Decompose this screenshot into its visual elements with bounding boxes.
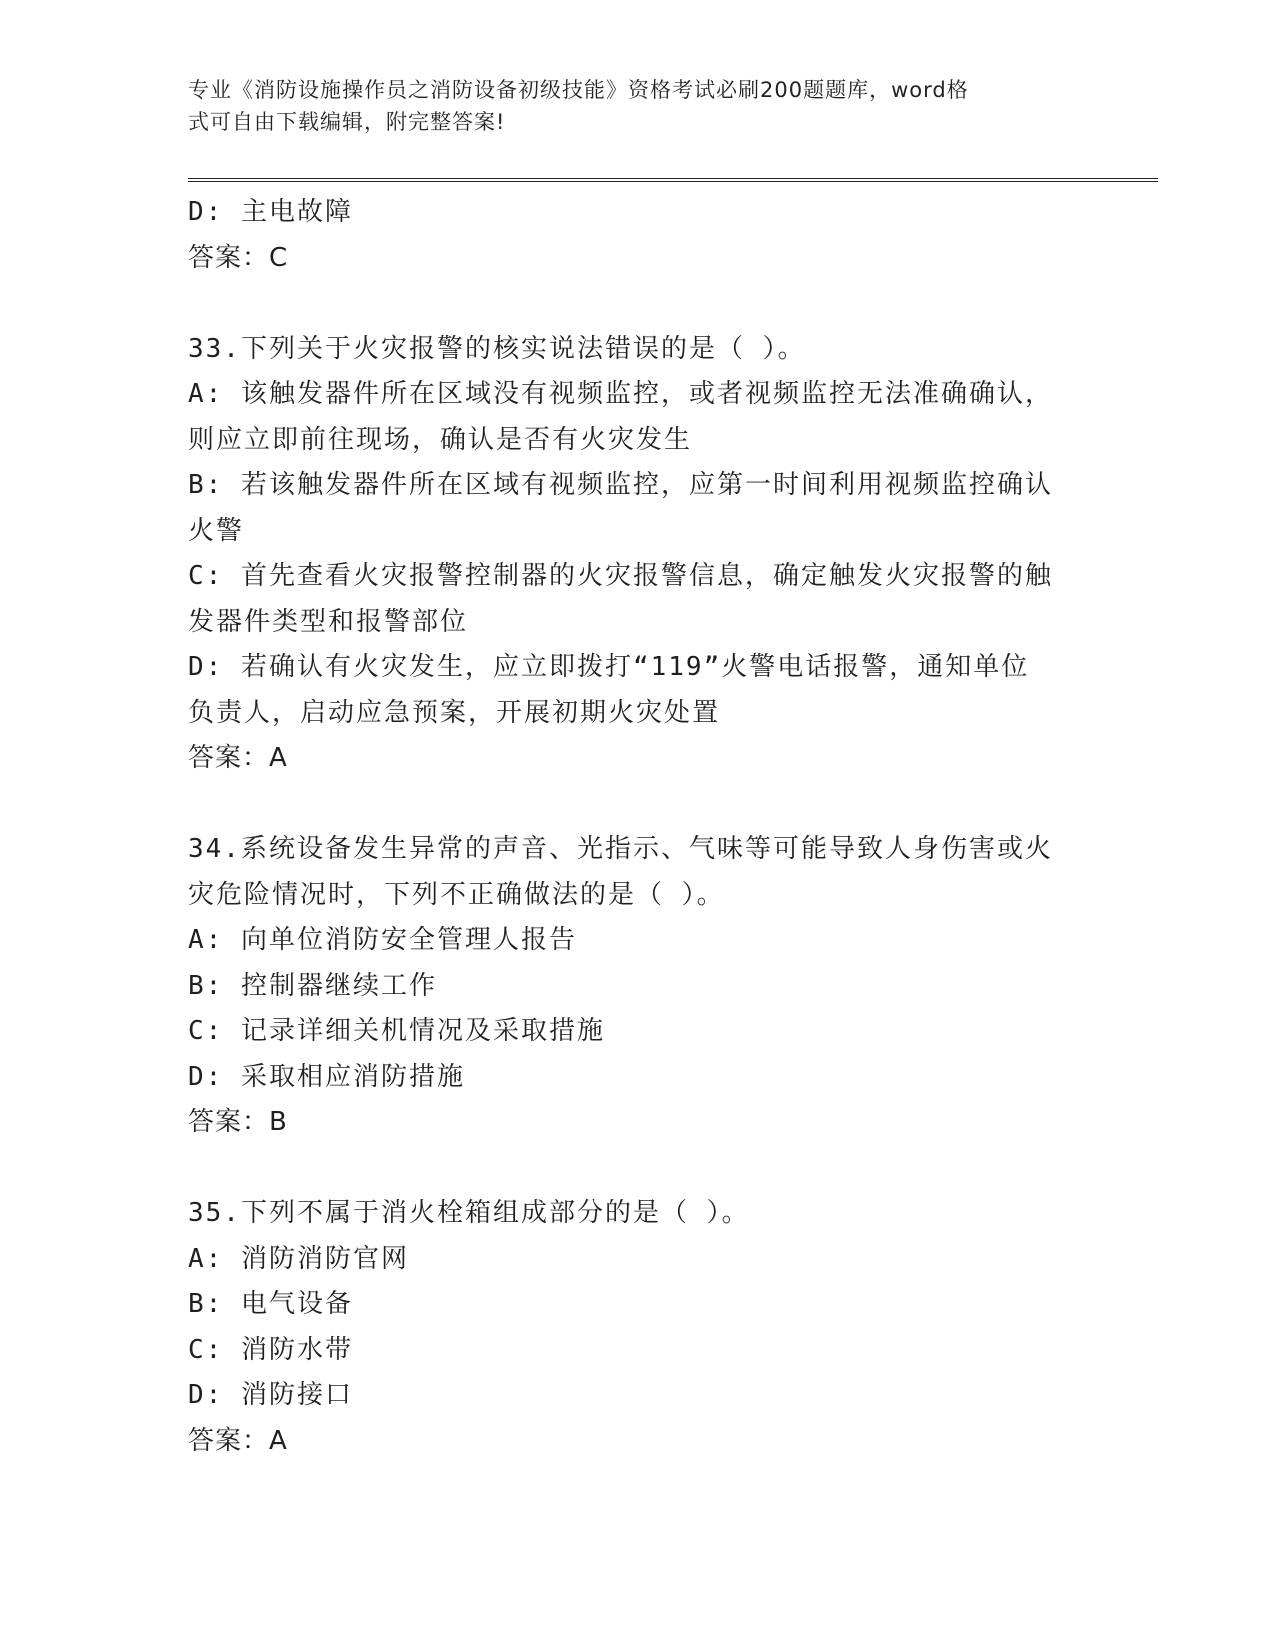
question-34 [188,827,1088,1146]
question-content [188,190,1088,1464]
option-a: A: 向单位消防安全管理人报告 [188,925,577,955]
header-divider [188,178,1158,182]
option-a-line-2: 则应立即前往现场，确认是否有火灾发生 [188,424,693,455]
header-line-1: 专业《消防设施操作员之消防设备初级技能》资格考试必刷200题题库，word格 [188,78,969,102]
option-d-line-2: 负责人，启动应急预案，开展初期火灾处置 [188,697,721,728]
question-35 [188,1191,1088,1464]
option-a-line-1: A: 该触发器件所在区域没有视频监控，或者视频监控无法准确确认， [188,379,1053,409]
answer: 答案：B [188,1107,288,1137]
question-stem-line-2: 灾危险情况时，下列不正确做法的是（ ）。 [188,879,725,910]
spacer [188,281,1088,327]
header-line-2: 式可自由下载编辑，附完整答案! [188,110,506,134]
option-b-line-1: B: 若该触发器件所在区域有视频监控，应第一时间利用视频监控确认 [188,470,1053,500]
question-stem: 35.下列不属于消火栓箱组成部分的是（ ）。 [188,1198,750,1228]
question-33 [188,327,1088,782]
option-a: A: 消防消防官网 [188,1243,409,1274]
prev-option-d: D: 主电故障 [188,197,353,227]
answer: 答案：A [188,1425,288,1456]
option-c: C: 消防水带 [188,1334,353,1365]
question-stem: 33.下列关于火灾报警的核实说法错误的是（ ）。 [188,333,806,364]
option-b: B: 电气设备 [188,1289,353,1319]
option-b-line-2: 火警 [188,515,245,546]
option-c-line-1: C: 首先查看火灾报警控制器的火灾报警信息，确定触发火灾报警的触 [188,561,1053,591]
option-b: B: 控制器继续工作 [188,970,437,1001]
spacer [188,1146,1088,1192]
question-stem-line-1: 34.系统设备发生异常的声音、光指示、气味等可能导致人身伤害或火 [188,834,1053,864]
option-d-line-1: D: 若确认有火灾发生，应立即拨打“119”火警电话报警，通知单位 [188,652,1030,682]
answer: 答案：A [188,743,288,773]
option-d: D: 采取相应消防措施 [188,1061,465,1092]
option-d: D: 消防接口 [188,1380,353,1410]
spacer [188,782,1088,828]
option-c-line-2: 发器件类型和报警部位 [188,606,469,637]
prev-answer: 答案：C [188,242,289,273]
option-c: C: 记录详细关机情况及采取措施 [188,1016,605,1046]
document-header [188,74,1068,138]
